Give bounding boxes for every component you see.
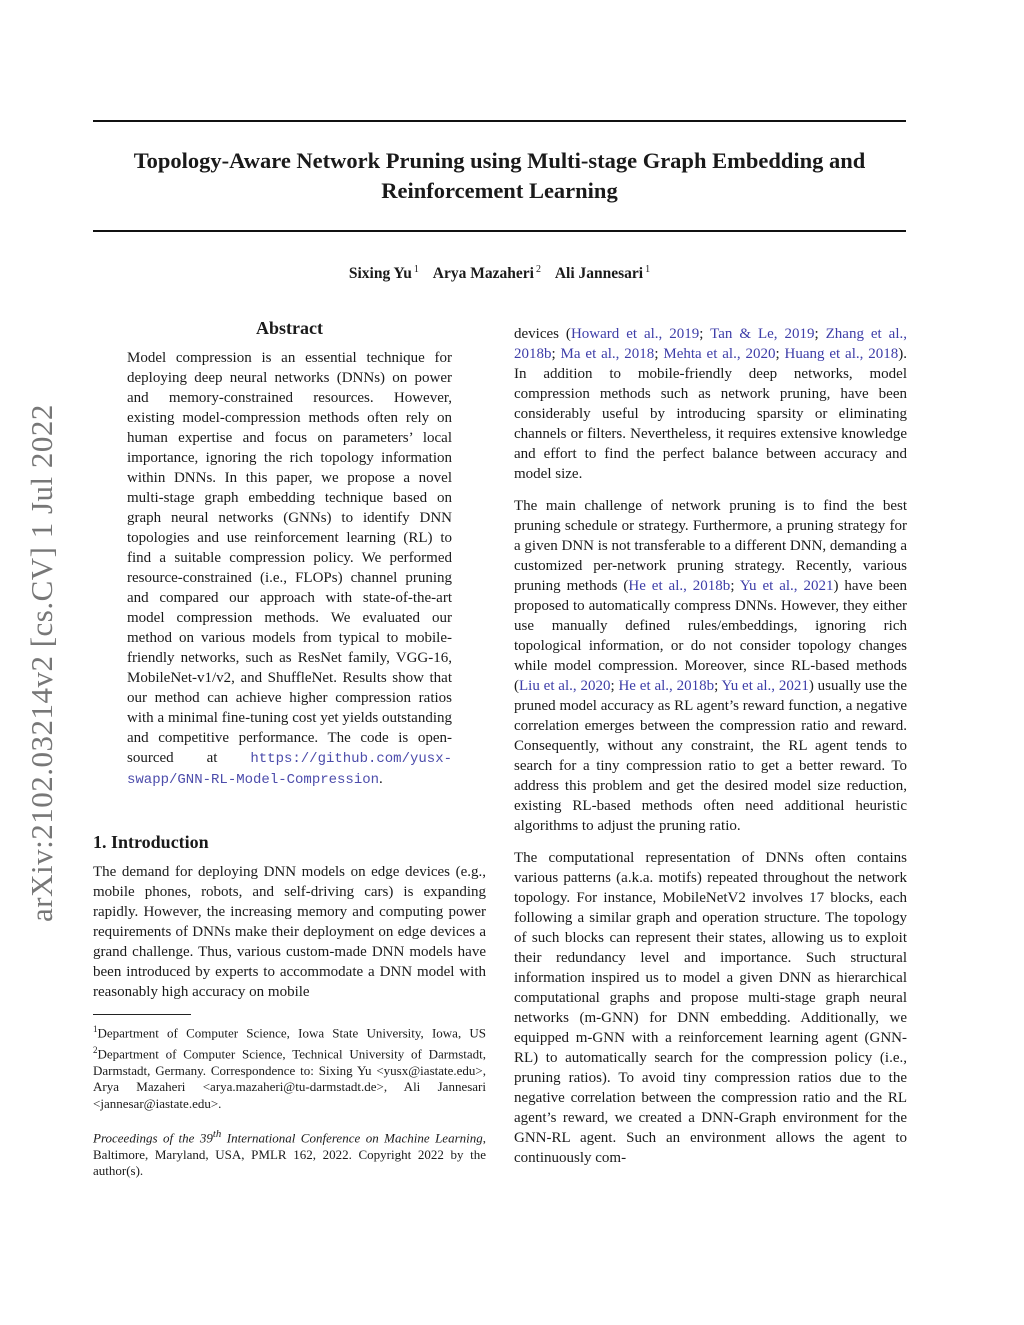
citation[interactable]: Howard et al., 2019	[570, 326, 700, 342]
right-paragraph-1: devices (Howard et al., 2019; Tan & Le, 2019; Zhang et al., 2018b; Ma et al., 2018; Mehta et al., 2020; Huang et al., 2018). In addition to mobile-friendly deep networks, model compression methods such as network pruning, have been considerably useful by introducing sparsity or eliminating channels or filters. Nevertheless, it requires extensive knowledge and effort to find the perfect balance between accuracy and model size.	[514, 326, 908, 482]
paper-title	[93, 146, 906, 206]
author-3	[555, 265, 650, 282]
title-line-1: Topology-Aware Network Pruning using Multi-stage Graph Embedding and	[133, 148, 866, 173]
right-paragraph-3: The computational representation of DNNs often contains various patterns (a.k.a. motifs) repeated throughout the network topology. For instance, MobileNetV2 involves 17 blocks, each following a similar graph and operation structure. The topology of such blocks can represent their states, allowing us to exploit their redundancy level and importance. Such structural information inspired us to model a given DNN as hierarchical computational graphs and propose multi-stage graph neural networks (m-GNN) for DNN embedding. Additionally, we equipped m-GNN with a reinforcement learning agent (GNN-RL) to automatically search for the compression policy (i.e., pruning ratios). To avoid tiny compression ratios due to the negative correlation between the compression ratio and the RL agent’s reward, we created a DNN-Graph environment for the GNN-RL agent. Such an environment allows the agent to continuously com-	[514, 850, 907, 1166]
citation[interactable]: He et al., 2018b	[618, 678, 715, 694]
citation[interactable]: Yu et al., 2021	[721, 678, 809, 694]
citation[interactable]: Liu et al., 2020	[519, 678, 611, 694]
author-2-affil: 2	[535, 264, 541, 275]
author-2	[433, 265, 541, 282]
title-top-rule	[93, 120, 906, 122]
proceedings-sup: th	[212, 1128, 222, 1141]
author-3-affil: 1	[645, 264, 651, 275]
author-1-name: Sixing Yu	[348, 265, 412, 283]
intro-heading: 1. Introduction	[93, 832, 209, 852]
affiliation-2: Department of Computer Science, Technical University of Darmstadt, Darmstadt, Germany. Correspondence to: Sixing Yu <yusx@iastate.edu>, Arya Mazaheri <arya.mazaheri@tu-darmstadt.de>, Ali Jannesari <jannesar@iastate.edu>.	[93, 1046, 486, 1111]
citation[interactable]: He et al., 2018b	[628, 578, 731, 594]
citation[interactable]: Huang et al., 2018	[784, 346, 899, 362]
abstract-end: .	[379, 771, 383, 787]
p2-b: ) have been proposed to automatically compress DNNs. However, they either use manually defined rules/embeddings, ignoring rich topological information, or do not consider topology changes while model compression. Moreover, since RL-based methods (	[514, 578, 907, 694]
author-list	[93, 264, 906, 283]
footnote-divider	[93, 1014, 191, 1015]
citation[interactable]: Yu et al., 2021	[739, 578, 834, 594]
p1-end: ). In addition to mobile-friendly deep networks, model compression methods such as network pruning, have been considerably useful by introducing sparsity or eliminating channels or filters. Nevertheless, it requires extensive knowledge and effort to find the perfect balance between accuracy and model size.	[514, 346, 908, 482]
p1-start: devices (	[514, 326, 571, 342]
abstract-heading: Abstract	[256, 318, 323, 338]
code-link[interactable]: https://github.com/yusx-swapp/GNN-RL-Model-Compression	[127, 751, 452, 788]
p2-a: The main challenge of network pruning is to find the best pruning schedule or strategy. Furthermore, a pruning strategy for a given DNN is not transferable to a different DNN, demanding a customized per-network pruning strategy. Recently, various pruning methods (	[514, 498, 907, 594]
proceedings-note	[93, 1126, 486, 1180]
citation[interactable]: Mehta et al., 2020	[663, 346, 776, 362]
citation[interactable]: Tan & Le, 2019	[710, 326, 815, 342]
abstract-body	[127, 348, 452, 790]
footnote-mark-2: 2	[93, 1044, 98, 1055]
proceedings-num: 39	[199, 1130, 213, 1146]
proceedings-pre: Proceedings of the	[93, 1130, 195, 1146]
author-3-name: Ali Jannesari	[554, 265, 644, 283]
left-column	[93, 318, 486, 1180]
intro-paragraph-1: The demand for deploying DNN models on edge devices (e.g., mobile phones, robots, and self-driving cars) is expanding rapidly. However, the increasing memory and computing power requirements of DNNs make their deployment on edge devices a grand challenge. Thus, various custom-made DNN models have been introduced by experts to accommodate a DNN model with reasonably high accuracy on mobile	[93, 864, 486, 1000]
right-paragraph-2: The main challenge of network pruning is to find the best pruning schedule or strategy. Furthermore, a pruning strategy for a given DNN is not transferable to a different DNN, demanding a customized per-network pruning strategy. Recently, various pruning methods (He et al., 2018b; Yu et al., 2021) have been proposed to automatically compress DNNs. However, they either use manually defined rules/embeddings, ignoring rich topological information, or do not consider topology changes while model compression. Moreover, since RL-based methods (Liu et al., 2020; He et al., 2018b; Yu et al., 2021) usually use the pruned model accuracy as RL agent’s reward function, a negative correlation emerges between the compression ratio and reward. Consequently, without any constraint, the RL agent tends to search for a tiny compression ratio to get a better reward. To address this problem and get the desired model size reduction, existing RL-based methods often need additional heuristic algorithms to adjust the pruning ratio.	[514, 498, 907, 834]
right-column	[514, 324, 907, 1180]
p2-c: ) usually use the pruned model accuracy as RL agent’s reward function, a negative correlation emerges between the compression ratio and reward. Consequently, without any constraint, the RL agent tends to search for a tiny compression ratio to get a better reward. To address this problem and get the desired model size reduction, existing RL-based methods often need additional heuristic algorithms to adjust the pruning ratio.	[514, 678, 907, 834]
affiliation-footnote	[93, 1021, 486, 1112]
proceedings-venue: International Conference on Machine Learning	[226, 1130, 483, 1146]
arxiv-stamp: arXiv:2102.03214v2 [cs.CV] 1 Jul 2022	[24, 404, 59, 922]
proceedings-rest: , Baltimore, Maryland, USA, PMLR 162, 2022. Copyright 2022 by the author(s).	[93, 1130, 487, 1179]
citation[interactable]: Ma et al., 2018	[560, 346, 655, 362]
title-bottom-rule	[93, 230, 906, 232]
title-line-2: Reinforcement Learning	[381, 178, 618, 203]
author-1	[349, 265, 419, 282]
abstract-text: Model compression is an essential technique for deploying deep neural networks (DNNs) on power and memory-constrained resources. However, existing model-compression methods often rely on human expertise and focus on parameters’ local importance, ignoring the rich topology information within DNNs. In this paper, we propose a novel multi-stage graph embedding technique based on graph neural networks (GNNs) to identify DNN topologies and use reinforcement learning (RL) to find a suitable compression policy. We performed resource-constrained (i.e., FLOPs) channel pruning and compared our approach with state-of-the-art model compression methods. We evaluated our method on various models from typical to mobile-friendly networks, such as ResNet family, VGG-16, MobileNet-v1/v2, and ShuffleNet. Results show that our method can achieve higher compression ratios with a minimal fine-tuning cost yet yields outstanding and competitive performance. The code is open-sourced at	[127, 350, 452, 766]
affiliation-1: Department of Computer Science, Iowa State University, Iowa, US	[97, 1025, 486, 1041]
footnote-mark-1: 1	[93, 1024, 98, 1034]
author-2-name: Arya Mazaheri	[432, 265, 534, 283]
citation[interactable]: Zhang et al., 2018b	[514, 326, 907, 362]
author-1-affil: 1	[413, 264, 419, 275]
